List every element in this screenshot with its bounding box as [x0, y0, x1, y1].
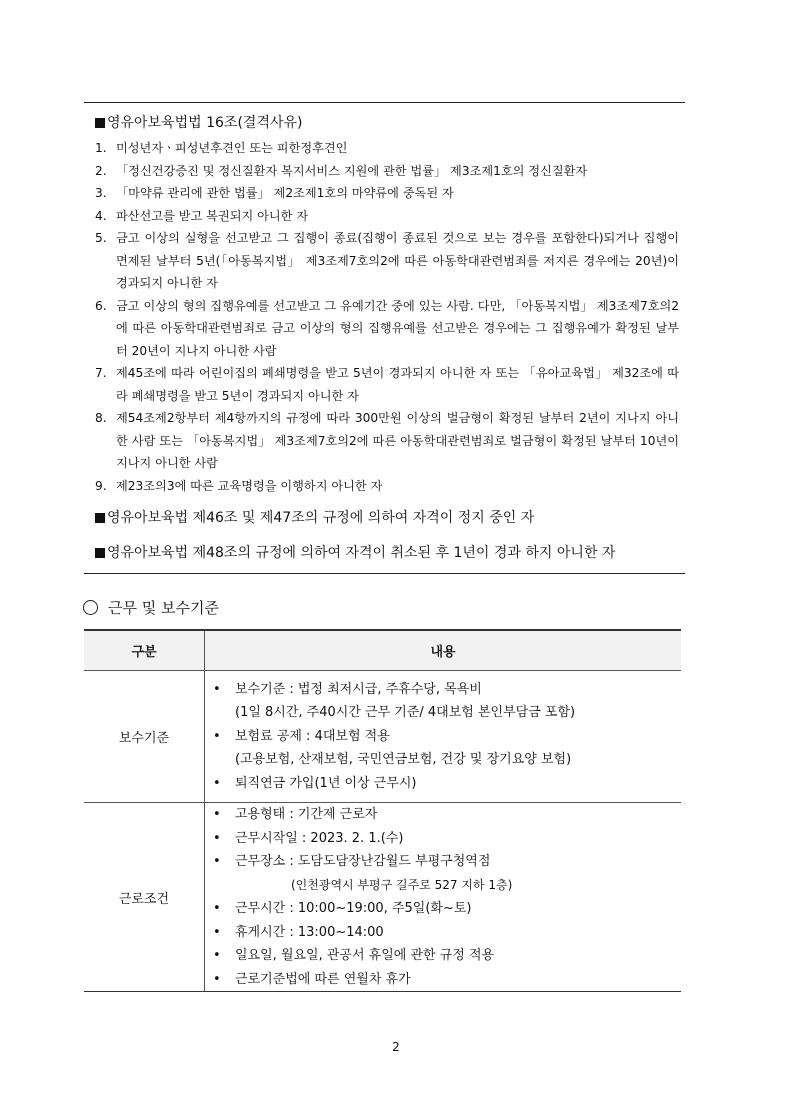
list-item: • 근무시작일 : 2023. 2. 1.(수)	[213, 827, 681, 851]
list-item: 9. 제23조의3에 따른 교육명령을 이행하지 아니한 자	[95, 478, 383, 493]
bullet-icon: •	[213, 971, 221, 987]
list-item: • 보수기준 : 법정 최저시급, 주휴수당, 목욕비	[213, 678, 681, 702]
list-item: (인천광역시 부평구 길주로 527 지하 1층)	[291, 877, 513, 892]
row-content-pay	[205, 671, 682, 803]
bullet-icon: •	[213, 948, 221, 963]
square-bullet-icon	[95, 513, 105, 523]
list-item: • 퇴직연금 가입(1년 이상 근무시)	[213, 772, 681, 796]
list-item: 1. 미성년자ㆍ피성년후견인 또는 피한정후견인	[95, 141, 348, 155]
list-item: 8. 제54조제2항부터 제4항까지의 규정에 따라 300만원 이상의 벌금형이 확정된 날부터 2년이 지나지 아니한 사람 또는 「아동복지법」 제3조제7호의2에 따른 아동학대관련범죄로 벌금형이 확정된 날부터 10년이 지나지 아니한 사람	[95, 411, 679, 470]
bullet-icon: •	[213, 775, 221, 791]
square-bullet-icon	[95, 548, 105, 558]
column-header-content: 내용	[205, 630, 682, 671]
pay-list	[205, 678, 681, 796]
bullet-icon: •	[213, 854, 221, 869]
column-header-category: 구분	[84, 630, 205, 671]
bullet-icon: •	[213, 681, 221, 697]
bullet-icon: •	[213, 728, 221, 744]
disqualification-list	[84, 137, 685, 497]
bullet-icon: •	[213, 807, 221, 822]
list-item: • 휴게시간 : 13:00~14:00	[213, 921, 681, 945]
conditions-list	[205, 803, 681, 991]
list-item: • 근무시간 : 10:00~19:00, 주5일(화~토)	[213, 897, 681, 921]
bullet-icon: •	[213, 830, 221, 846]
page-number: 2	[392, 1040, 400, 1054]
row-label-conditions: 근로조건	[84, 803, 205, 992]
row-label-pay: 보수기준	[84, 671, 205, 803]
disqualification-box	[84, 102, 685, 574]
list-item: 6. 금고 이상의 형의 집행유예를 선고받고 그 유예기간 중에 있는 사람. 다만, 「아동복지법」 제3조제7호의2에 따른 아동학대관련범죄로 금고 이상의 형의 집행유예를 선고받은 경우에는 그 집행유예가 확정된 날부터 20년이 지나지 아니한 사람	[95, 298, 679, 358]
list-item: (1일 8시간, 주40시간 근무 기준/ 4대보험 본인부담금 포함)	[235, 705, 576, 721]
square-bullet-icon	[95, 118, 105, 128]
section-title-revoked: 영유아보육법 제48조의 규정에 의하여 자격이 취소된 후 1년이 경과 하지 아니한 자	[95, 541, 685, 565]
table-header-row	[84, 630, 681, 671]
section-title-disqualification: 영유아보육법법 16조(결격사유)	[95, 111, 685, 135]
row-content-conditions	[205, 803, 682, 992]
list-item: • 근무장소 : 도담도담장난감월드 부평구청역점	[213, 850, 681, 874]
section-title-suspended: 영유아보육법 제46조 및 제47조의 규정에 의하여 자격이 정지 중인 자	[95, 506, 685, 530]
list-item: • 근로기준법에 따른 연월차 휴가	[213, 968, 681, 992]
bullet-icon: •	[213, 901, 221, 916]
work-section-heading: 근무 및 보수기준	[83, 596, 219, 620]
list-item: 3. 「마약류 관리에 관한 법률」 제2조제1호의 마약류에 중독된 자	[95, 186, 454, 200]
list-item: 5. 금고 이상의 실형을 선고받고 그 집행이 종료(집행이 종료된 것으로 보는 경우를 포함한다)되거나 집행이 면제된 날부터 5년(「아동복지법」 제3조제7호의2에 따른 아동학대관련범죄를 저지른 경우에는 20년)이 경과되지 아니한 자	[95, 231, 679, 290]
list-item: (고용보험, 산재보험, 국민연금보험, 건강 및 장기요양 보험)	[235, 752, 572, 768]
work-conditions-table	[84, 629, 681, 992]
bullet-icon: •	[213, 924, 221, 940]
list-item: • 일요일, 월요일, 관공서 휴일에 관한 규정 적용	[213, 944, 681, 968]
list-item: • 고용형태 : 기간제 근로자	[213, 803, 681, 827]
table-row	[84, 671, 681, 803]
list-item: 4. 파산선고를 받고 복권되지 아니한 자	[95, 208, 309, 223]
list-item: 7. 제45조에 따라 어린이집의 폐쇄명령을 받고 5년이 경과되지 아니한 자 또는 「유아교육법」 제32조에 따라 폐쇄명령을 받고 5년이 경과되지 아니한 자	[95, 366, 679, 403]
table-row	[84, 803, 681, 992]
list-item: 2. 「정신건강증진 및 정신질환자 복지서비스 지원에 관한 법률」 제3조제1호의 정신질환자	[95, 163, 588, 178]
circle-bullet-icon	[83, 600, 98, 615]
list-item: • 보험료 공제 : 4대보험 적용	[213, 725, 681, 749]
